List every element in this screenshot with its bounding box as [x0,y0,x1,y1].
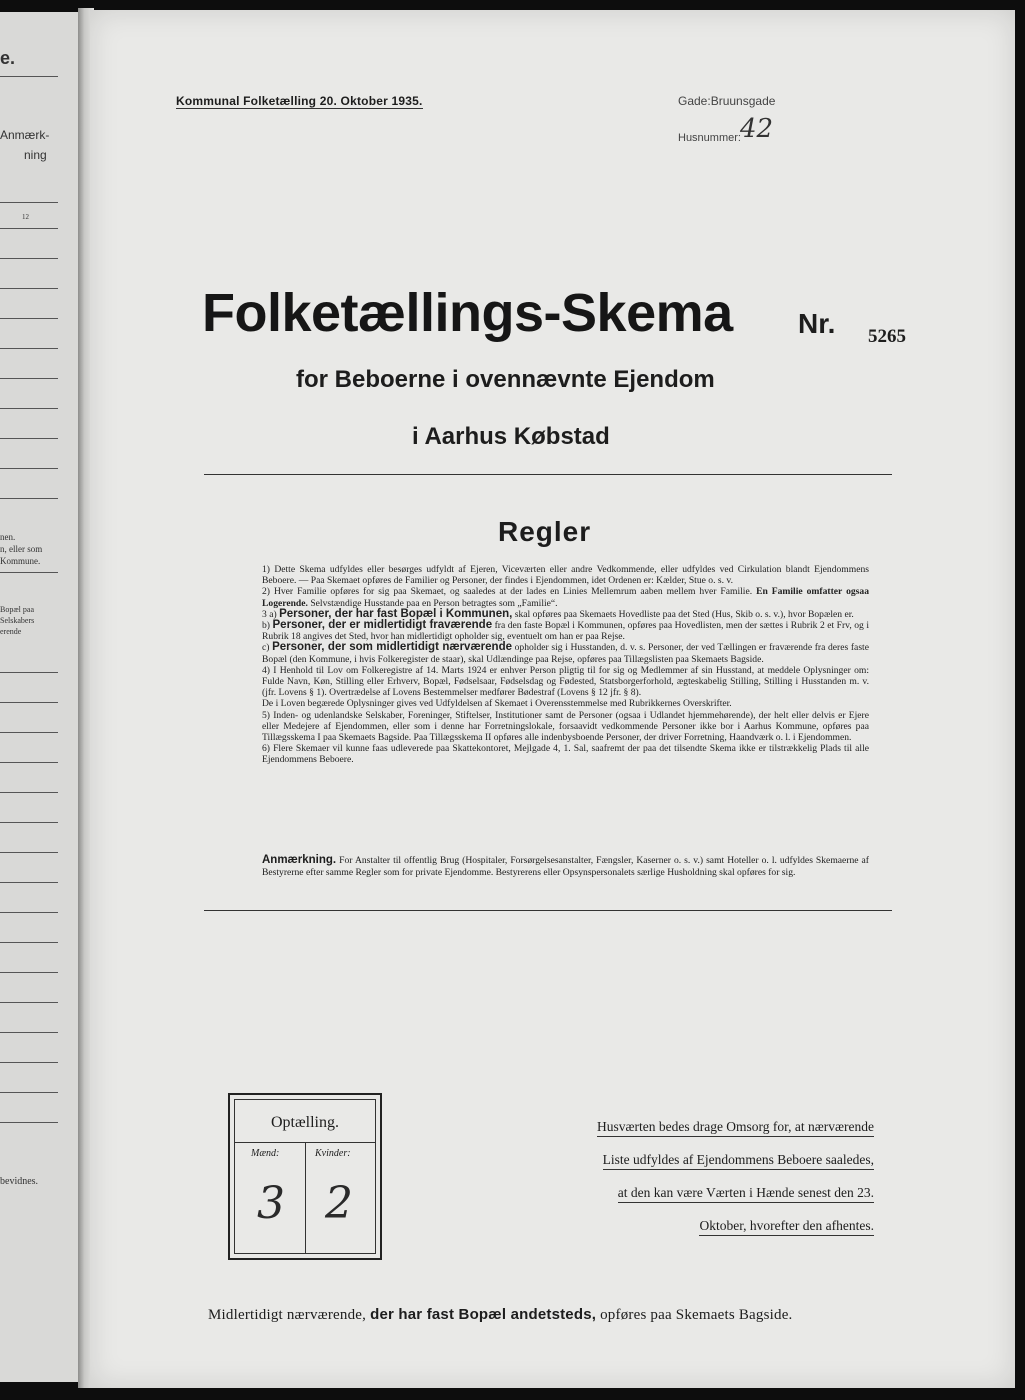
women-label: Kvinder: [315,1148,351,1159]
men-count: 3 [257,1178,285,1229]
left-note2-line: erende [0,627,22,636]
count-box [228,1093,382,1260]
house-number-value: 42 [740,114,774,144]
form-subtitle-1: for Beboerne i ovennævnte Ejendom [296,366,715,393]
left-bottom-word: bevidnes. [0,1176,39,1187]
divider [0,672,58,673]
left-heading-line1: Anmærk- [0,128,50,142]
notice-line: Liste udfyldes af Ejendommens Beboere saaledes, [603,1151,874,1170]
footer-note: Midlertidigt nærværende, der har fast Bopæl andetsteds, opføres paa Skemaets Bagside. [208,1306,793,1323]
divider [0,942,58,943]
left-note-line: nen. [0,532,16,542]
rule-2: 2) Hver Familie opføres for sig paa Skemaet, og saaledes at der lades en Linies Mellemrum aaben mellem hver Familie. En Familie omfatter ogsaa Logerende. Selvstændige Husstande paa en Person betragtes som „Familie“. [262,586,869,609]
form-title: Folketællings-Skema [202,283,733,343]
divider [0,378,58,379]
notice-line: Oktober, hvorefter den afhentes. [699,1217,874,1236]
women-count: 2 [325,1178,353,1229]
notice-line: at den kan være Værten i Hænde senest den 23. [618,1184,874,1203]
street-field [678,94,775,108]
divider [0,228,58,229]
census-header: Kommunal Folketælling 20. Oktober 1935. [176,94,423,108]
landlord-notice [534,1110,874,1242]
divider [0,1032,58,1033]
divider [0,1062,58,1063]
divider [0,1002,58,1003]
divider [0,76,58,77]
rule-3a: 3 a) Personer, der har fast Bopæl i Kommunen, skal opføres paa Skemaets Hovedliste paa det Sted (Hus, Skib o. s. v.), hvor Bopælen er. [262,607,854,620]
divider [0,408,58,409]
divider [0,1122,58,1123]
left-col-number: 12 [22,213,29,221]
divider [0,972,58,973]
rules-body [262,564,869,766]
divider [0,258,58,259]
divider [305,1142,306,1253]
house-number-label: Husnummer: [678,132,741,144]
divider [0,288,58,289]
divider [0,882,58,883]
divider [0,852,58,853]
rule-4-note: De i Loven begærede Oplysninger gives ved Udfyldelsen af Skemaet i Overensstemmelse med Rubrikkernes Overskrifter. [262,698,732,710]
divider [0,702,58,703]
divider [0,498,58,499]
divider [0,202,58,203]
divider [0,732,58,733]
street-label: Gade: [678,94,711,108]
divider [204,910,892,911]
divider [0,438,58,439]
divider [0,468,58,469]
divider [0,912,58,913]
remark-label: Anmærkning. [262,854,337,866]
rule-6: 6) Flere Skemaer vil kunne faas udleverede paa Skattekontoret, Mejlgade 4, 1. Sal, saafremt der paa det tilsendte Skema ikke er tilstrækkelig Plads til alle Ejendommens Beboere. [262,743,869,766]
left-note2-line: Selskabers [0,616,35,625]
left-note-line: Kommune. [0,556,41,566]
rule-5: 5) Inden- og udenlandske Selskaber, Foreninger, Stiftelser, Institutioner samt de Personer (ogsaa i Udlandet hjemmehørende), der helt eller delvis er Ejere eller Medejere af Ejendommen, eller som i denne har Forretningslokale, forsaavidt vedkommende Personer ikke bor i Aarhus Kommune, opføres paa Tillægsskema I paa Skemaets Bagside. Paa Tillægsskema II opføres alle indenbysboende Personer, der driver Forretning, Haandværk o. l. i Ejendommen. [262,709,869,744]
divider [0,572,58,573]
form-number-value: 5265 [868,326,906,347]
left-note-line: n, eller som [0,544,43,554]
divider [0,822,58,823]
rule-1: 1) Dette Skema udfyldes eller besørges udfyldt af Ejeren, Viceværten eller andre Vedkommende, eller udfyldes ved Cirkulation blandt Ejendommens Beboere. — Paa Skemaet opføres de Familier og Personer, der findes i Ejendommen, idet Ordenen er: Kælder, Stue o. s. v. [262,564,869,587]
divider [0,318,58,319]
form-subtitle-2: i Aarhus Købstad [412,423,610,450]
left-page-edge [0,12,78,1382]
form-number-label: Nr. [798,308,836,339]
left-heading-line2: ning [24,148,47,162]
remark-text: For Anstalter til offentlig Brug (Hospitaler, Forsørgelsesanstalter, Fængsler, Kaserner o. s. v.) samt Hoteller o. l. udfyldes Skemaerne af Bestyrerne efter samme Regler som for private Ejendomme. Bestyrerens eller Opsynspersonalets særlige Husholdning skal opføres for sig. [262,855,869,878]
left-note2-line: Bopæl paa [0,605,34,614]
divider [0,792,58,793]
rules-heading: Regler [498,516,592,547]
divider [0,762,58,763]
census-form-page [90,10,1015,1388]
divider [0,1092,58,1093]
divider [0,348,58,349]
street-value: Bruunsgade [710,94,776,108]
left-top-fragment: e. [0,48,16,68]
rule-3b: b) Personer, der er midlertidigt fraværende fra den faste Bopæl i Kommunen, opføres paa Hovedlisten, men der sættes i Rubrik 2 et Frv, og i Rubrik 18 angives det Sted, hvor han midlertidigt opholder sig, eventuelt om han er paa Rejse. [262,619,869,643]
divider [204,474,892,475]
rule-4: 4) I Henhold til Lov om Folkeregistre af 14. Marts 1924 er enhver Person pligtig til for sig og Medlemmer af sin Husstand, at meddele Oplysninger om: Fulde Navn, Køn, Stilling eller Erhverv, Bopæl, Fødselsaar, Fødselsdag og Fødested, Statsborgerforhold, ægteskabelig Stilling, Stilling i Husstanden m. v. (jfr. Lovens § 1). Overtrædelse af Lovens Bestemmelser medfører Bødestraf (Lovens § 12 jfr. § 8). [262,664,869,699]
notice-line: Husværten bedes drage Omsorg for, at nærværende [597,1118,874,1137]
men-label: Mænd: [251,1148,280,1159]
remark-section [262,854,869,879]
count-title: Optælling. [270,1114,339,1131]
rule-3c: c) Personer, der som midlertidigt nærværende opholder sig i Husstanden, d. v. s. Personer, der ved Tællingen er fraværende fra deres faste Bopæl (den Kommune, i hvis Folkeregister de staar), skal Udlændinge paa Rejse, opføres paa Tillægslisten paa Skemaets Bagside. [262,641,869,665]
